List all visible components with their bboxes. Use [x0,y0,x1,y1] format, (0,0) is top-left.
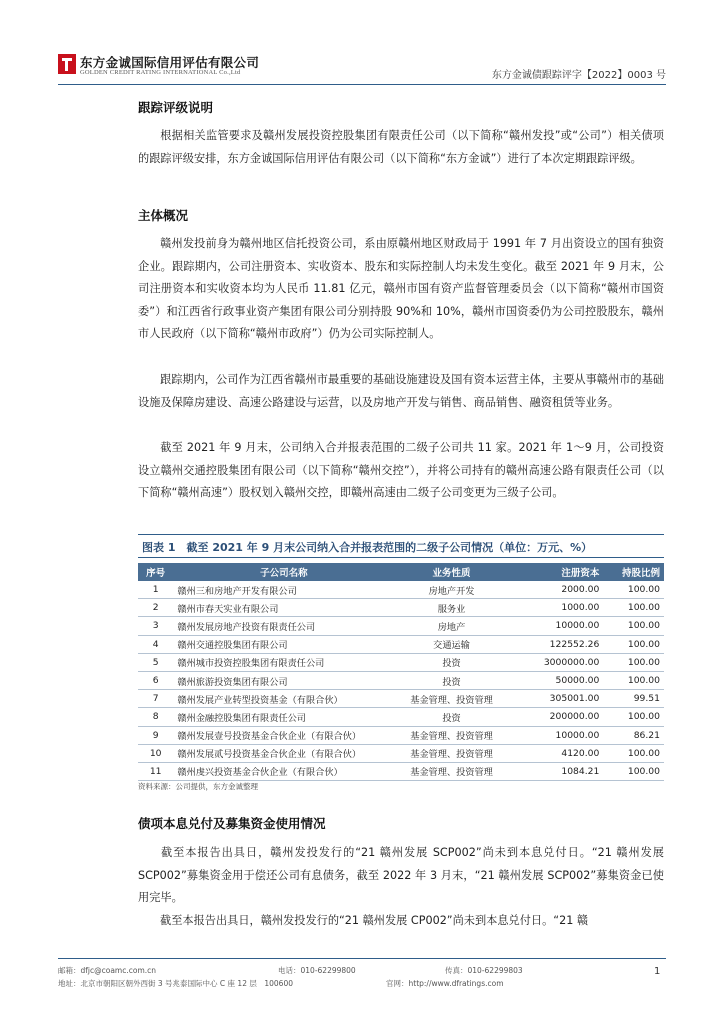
cell-business: 投资 [394,671,508,689]
cell-no: 11 [138,762,173,780]
table-row [138,744,664,762]
subsidiary-table [138,563,664,781]
footer-divider [58,958,666,959]
cell-name: 赣州发展房地产投资有限责任公司 [173,617,394,635]
cell-capital: 122552.26 [509,635,604,653]
section-title-repayment: 债项本息兑付及募集资金使用情况 [138,816,326,831]
table-row [138,635,664,653]
repayment-paragraph-2-text: 截至本报告出具日，赣州发投发行的“21 赣州发展 CP002”尚未到本息兑付日。“21 赣 [160,914,589,927]
cell-business: 房地产 [394,617,508,635]
cell-business: 服务业 [394,599,508,617]
cell-ratio: 100.00 [603,617,664,635]
table-row [138,581,664,599]
overview-paragraph-2 [138,369,664,414]
company-name-cn: 东方金诚国际信用评估有限公司 [80,55,260,70]
footer-website: 官网：http://www.dfratings.com [386,979,504,988]
cell-business: 投资 [394,653,508,671]
cell-capital: 50000.00 [509,671,604,689]
cell-name: 赣州发展贰号投资基金合伙企业（有限合伙） [173,744,394,762]
cell-ratio: 100.00 [603,635,664,653]
cell-business: 交通运输 [394,635,508,653]
table-source-note: 资料来源：公司提供，东方金诚整理 [138,782,258,791]
table-row [138,617,664,635]
cell-ratio: 99.51 [603,690,664,708]
cell-no: 10 [138,744,173,762]
cell-business: 房地产开发 [394,581,508,599]
overview-paragraph-2-text: 跟踪期内，公司作为江西省赣州市最重要的基础设施建设及国有资本运营主体，主要从事赣州市的基础设施及保障房建设、高速公路建设与运营，以及房地产开发与销售、商品销售、融资租赁等业务。 [138,373,664,409]
cell-capital: 2000.00 [509,581,604,599]
cell-business: 投资 [394,708,508,726]
cell-capital: 4120.00 [509,744,604,762]
cell-ratio: 100.00 [603,762,664,780]
cell-name: 赣州交通控股集团有限公司 [173,635,394,653]
cell-ratio: 100.00 [603,653,664,671]
figure-title: 图表 1 截至 2021 年 9 月末公司纳入合并报表范围的二级子公司情况（单位：万元、%） [142,541,593,554]
cell-name: 赣州城市投资控股集团有限责任公司 [173,653,394,671]
table-row [138,726,664,744]
page-header [58,48,666,88]
overview-paragraph-1-text: 赣州发投前身为赣州地区信托投资公司，系由原赣州地区财政局于 1991 年 7 月出资设立的国有独资企业。跟踪期内，公司注册资本、实收资本、股东和实际控制人均未发生变化。截至 2021 年 9 月末，公司注册资本和实收资本均为人民币 11.81 亿元，赣州市国有资产监督管理委员会（以下简称“赣州市国资委”）和江西省行政事业资产集团有限公司分别持股 90%和 10%，赣州市国资委仍为公司控股股东，赣州市人民政府（以下简称“赣州市政府”）仍为公司实际控制人。 [138,237,664,341]
cell-name: 赣州金融控股集团有限责任公司 [173,708,394,726]
overview-paragraph-1 [138,233,664,346]
company-logo-icon [58,54,76,74]
cell-no: 5 [138,653,173,671]
company-name-en: GOLDEN CREDIT RATING INTERNATIONAL Co.,Ltd [80,69,241,76]
cell-ratio: 100.00 [603,744,664,762]
table-row [138,690,664,708]
cell-business: 基金管理、投资管理 [394,690,508,708]
figure-caption-box [138,534,664,558]
overview-paragraph-3-text: 截至 2021 年 9 月末，公司纳入合并报表范围的二级子公司共 11 家。2021 年 1～9 月，公司投资设立赣州交通控股集团有限公司（以下简称“赣州交控”），并将公司持有的赣州高速公路有限责任公司（以下简称“赣州高速”）股权划入赣州交控，即赣州高速由二级子公司变更为三级子公司。 [138,441,664,500]
section-title-tracking: 跟踪评级说明 [138,100,214,115]
report-number: 东方金诚债跟踪评字【2022】0003 号 [491,70,666,81]
cell-no: 2 [138,599,173,617]
cell-capital: 10000.00 [509,726,604,744]
cell-no: 9 [138,726,173,744]
tracking-paragraph [138,125,664,170]
cell-no: 7 [138,690,173,708]
cell-name: 赣州旅游投资集团有限公司 [173,671,394,689]
cell-no: 3 [138,617,173,635]
col-header-name: 子公司名称 [173,563,394,581]
cell-name: 赣州发展产业转型投资基金（有限合伙） [173,690,394,708]
col-header-ratio: 持股比例 [603,563,664,581]
cell-no: 1 [138,581,173,599]
table-row [138,762,664,780]
cell-ratio: 100.00 [603,671,664,689]
cell-no: 4 [138,635,173,653]
cell-business: 基金管理、投资管理 [394,762,508,780]
col-header-capital: 注册资本 [509,563,604,581]
cell-name: 赣州市春天实业有限公司 [173,599,394,617]
repayment-paragraph-1-text: 截至本报告出具日，赣州发投发行的“21 赣州发展 SCP002”尚未到本息兑付日。“21 赣州发展 SCP002”募集资金用于偿还公司有息债务，截至 2022 年 3 月末，“21 赣州发展 SCP002”募集资金已使用完毕。 [138,846,664,905]
col-header-no: 序号 [138,563,173,581]
repayment-paragraph-2 [138,910,664,933]
cell-no: 6 [138,671,173,689]
cell-business: 基金管理、投资管理 [394,726,508,744]
cell-capital: 1084.21 [509,762,604,780]
table-row [138,671,664,689]
cell-ratio: 100.00 [603,581,664,599]
header-divider [58,84,666,85]
table-row [138,708,664,726]
table-row [138,599,664,617]
page-number: 1 [654,966,661,977]
footer-email: 邮箱：dfjc@coamc.com.cn [58,966,157,975]
cell-capital: 1000.00 [509,599,604,617]
col-header-business: 业务性质 [394,563,508,581]
tracking-paragraph-text: 根据相关监管要求及赣州发展投资控股集团有限责任公司（以下简称“赣州发投”或“公司”）相关债项的跟踪评级安排，东方金诚国际信用评估有限公司（以下简称“东方金诚”）进行了本次定期跟踪评级。 [138,129,664,165]
overview-paragraph-3 [138,437,664,505]
footer-address: 地址：北京市朝阳区朝外西街 3 号兆泰国际中心 C 座 12 层 100600 [58,979,293,988]
cell-ratio: 86.21 [603,726,664,744]
table-header-row [138,563,664,581]
cell-business: 基金管理、投资管理 [394,744,508,762]
cell-capital: 305001.00 [509,690,604,708]
cell-capital: 10000.00 [509,617,604,635]
cell-capital: 200000.00 [509,708,604,726]
cell-ratio: 100.00 [603,599,664,617]
repayment-paragraph-1 [138,842,664,910]
cell-name: 赣州虔兴投资基金合伙企业（有限合伙） [173,762,394,780]
cell-capital: 3000000.00 [509,653,604,671]
table-row [138,653,664,671]
cell-ratio: 100.00 [603,708,664,726]
footer-fax: 传真：010-62299803 [445,966,523,975]
cell-name: 赣州三和房地产开发有限公司 [173,581,394,599]
footer-phone: 电话：010-62299800 [278,966,356,975]
cell-no: 8 [138,708,173,726]
section-title-overview: 主体概况 [138,208,189,223]
cell-name: 赣州发展壹号投资基金合伙企业（有限合伙） [173,726,394,744]
